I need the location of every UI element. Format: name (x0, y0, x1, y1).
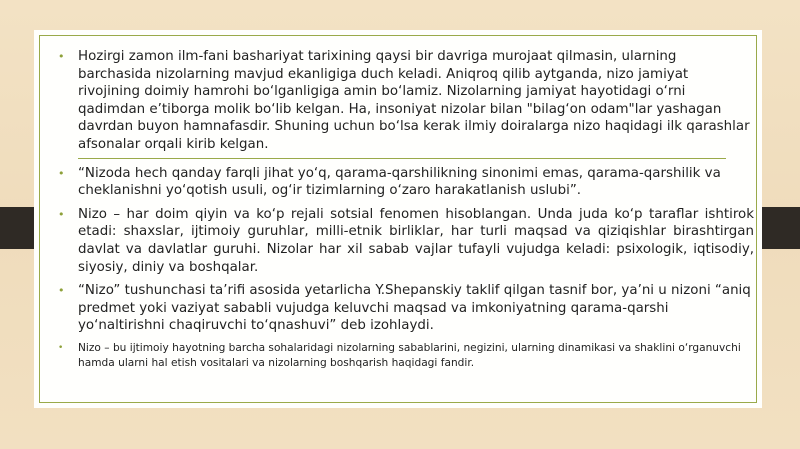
bullet-icon: • (58, 284, 65, 298)
bullet-item-2 (54, 165, 754, 200)
bullet-text-4: “Nizo” tushunchasi ta’rifi asosida yetarlicha Y.Shepanskiy taklif qilgan tasnif bor, ya’ni u nizoni “aniq predmet yoki vaziyat sababli vujudga keluvchi maqsad va imkoniyatning qarama-qarshi yo‘naltirishni chaqiruvchi to‘qnashuvi” deb izohlaydi. (78, 283, 751, 334)
bullet-item-5 (54, 341, 754, 372)
bullet-icon: • (58, 166, 65, 180)
bullet-item-1 (54, 48, 754, 154)
bullet-icon: • (58, 342, 64, 353)
bullet-text-5: Nizo – bu ijtimoiy hayotning barcha sohalaridagi nizolarning sabablarini, negizini, ularning dinamikasi va shaklini o‘rganuvchi hamda ularni hal etish vositalari va nizolarning boshqarish haqidagi fandir. (78, 341, 741, 370)
separator-line (78, 158, 726, 159)
bullet-text-2: “Nizoda hech qanday farqli jihat yo‘q, qarama-qarshilikning sinonimi emas, qarama-qarshilik va cheklanishni yo‘qotish usuli, og‘ir tizimlarning o‘zaro harakatlanish uslubi”. (78, 165, 721, 199)
bullet-text-1: Hozirgi zamon ilm-fani bashariyat tarixining qaysi bir davriga murojaat qilmasin, ularning barchasida nizolarning mavjud ekanligiga duch keladi. Aniqroq qilib aytganda, nizo jamiyat rivojining doimiy hamrohi bo‘lganligiga amin bo‘lamiz. Nizolarning jamiyat hayotidagi o‘rni qadimdan e’tiborga molik bo‘lib kelgan. Ha, insoniyat nizolar bilan "bilag‘on odam"lar yashagan davrdan buyon hamnafasdir. Shuning uchun bo‘lsa kerak ilmiy doiralarga nizo haqidagi ilk qarashlar afsonalar orqali kirib kelgan. (78, 49, 750, 152)
slide-content (54, 48, 754, 378)
bullet-text-3: Nizo – har doim qiyin va ko‘p rejali sotsial fenomen hisoblangan. Unda juda ko‘p taraflar ishtirok etadi: shaxslar, ijtimoiy guruhlar, milli-etnik birliklar, har turli maqsad va qiziqishlar birashtirgan davlat va davlatlar guruhi. Nizolar har xil sabab vajlar tufayli vujudga keladi: psixologik, iqtisodiy, siyosiy, diniy va boshqalar. (78, 206, 754, 275)
bullet-item-4 (54, 282, 754, 335)
bullet-item-3 (54, 206, 754, 276)
bullet-icon: • (58, 50, 65, 63)
bullet-icon: • (58, 207, 65, 221)
